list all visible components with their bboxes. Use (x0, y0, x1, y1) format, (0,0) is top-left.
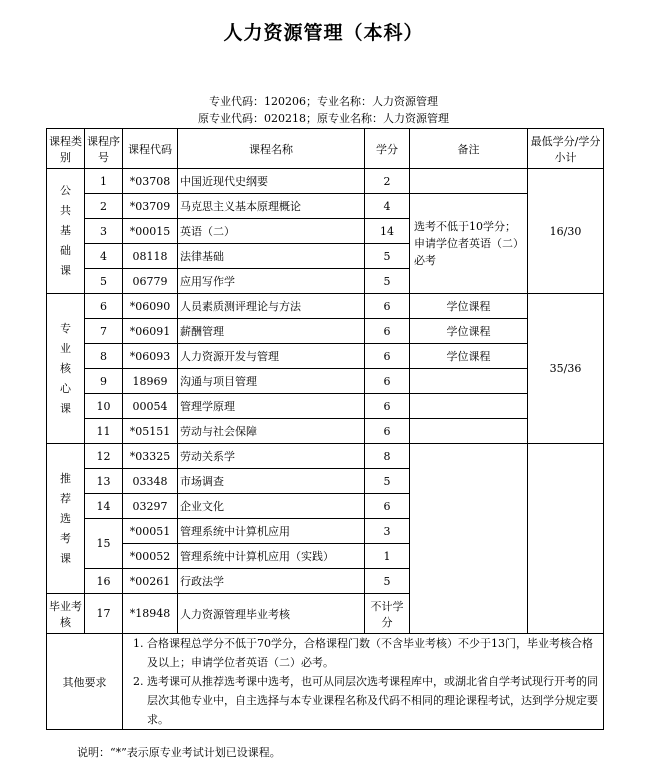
code-cell: *06091 (123, 319, 178, 344)
code-cell: 18969 (123, 369, 178, 394)
credit-cell: 6 (365, 394, 410, 419)
name-cell: 企业文化 (178, 494, 365, 519)
header-credit: 学分 (365, 129, 410, 169)
credit-cell: 5 (365, 244, 410, 269)
table-row (47, 169, 604, 194)
seq-cell: 14 (85, 494, 123, 519)
name-cell: 人力资源开发与管理 (178, 344, 365, 369)
credit-cell: 6 (365, 344, 410, 369)
table-row (47, 444, 604, 469)
code-cell: *06090 (123, 294, 178, 319)
code-cell: *03325 (123, 444, 178, 469)
table-row (47, 394, 604, 419)
table-row (47, 319, 604, 344)
footnote: 说明：“*”表示原专业考试计划已设课程。 (77, 746, 281, 759)
name-cell: 劳动关系学 (178, 444, 365, 469)
name-cell: 管理系统中计算机应用 (178, 519, 365, 544)
category-core (47, 294, 85, 444)
seq-cell: 3 (85, 219, 123, 244)
category-graduation: 毕业考核 (47, 594, 85, 634)
other-requirements-list (125, 634, 601, 729)
code-cell: *03709 (123, 194, 178, 219)
name-cell: 人员素质测评理论与方法 (178, 294, 365, 319)
seq-cell: 10 (85, 394, 123, 419)
credit-cell: 4 (365, 194, 410, 219)
remark-cell: 学位课程 (410, 294, 528, 319)
remark-cell (410, 444, 528, 634)
code-cell: 06779 (123, 269, 178, 294)
table-row (47, 344, 604, 369)
seq-cell: 9 (85, 369, 123, 394)
remark-cell: 学位课程 (410, 344, 528, 369)
credit-cell: 14 (365, 219, 410, 244)
seq-cell: 4 (85, 244, 123, 269)
header-code: 课程代码 (123, 129, 178, 169)
seq-cell: 8 (85, 344, 123, 369)
category-recommended (47, 444, 85, 594)
table-header-row (47, 129, 604, 169)
credit-cell: 5 (365, 569, 410, 594)
category-public-label: 公共基础课 (60, 184, 71, 277)
code-cell: *06093 (123, 344, 178, 369)
name-cell: 中国近现代史纲要 (178, 169, 365, 194)
remark-cell: 学位课程 (410, 319, 528, 344)
code-cell: 08118 (123, 244, 178, 269)
name-cell: 沟通与项目管理 (178, 369, 365, 394)
name-cell: 法律基础 (178, 244, 365, 269)
code-cell: 03348 (123, 469, 178, 494)
table-row (47, 294, 604, 319)
min-credit-core: 35/36 (528, 294, 604, 444)
original-major-code-line: 原专业代码：020218；原专业名称：人力资源管理 (198, 112, 449, 125)
name-cell: 行政法学 (178, 569, 365, 594)
seq-cell: 13 (85, 469, 123, 494)
credit-cell: 6 (365, 294, 410, 319)
header-category: 课程类别 (47, 129, 85, 169)
remark-cell (410, 394, 528, 419)
seq-cell: 16 (85, 569, 123, 594)
code-cell: *00052 (123, 544, 178, 569)
credit-cell: 3 (365, 519, 410, 544)
code-cell: *00051 (123, 519, 178, 544)
code-cell: *00015 (123, 219, 178, 244)
name-cell: 管理学原理 (178, 394, 365, 419)
credit-cell: 5 (365, 469, 410, 494)
header-name: 课程名称 (178, 129, 365, 169)
curriculum-table (46, 128, 604, 730)
remark-cell (410, 419, 528, 444)
page-title: 人力资源管理（本科） (223, 22, 424, 44)
category-recommended-label: 推荐选考课 (60, 471, 71, 565)
credit-cell: 6 (365, 419, 410, 444)
code-cell: 03297 (123, 494, 178, 519)
credit-cell: 6 (365, 494, 410, 519)
table-row (47, 419, 604, 444)
remark-cell (410, 369, 528, 394)
name-cell: 马克思主义基本原理概论 (178, 194, 365, 219)
major-code-line: 专业代码：120206；专业名称：人力资源管理 (209, 95, 438, 108)
code-cell: 00054 (123, 394, 178, 419)
seq-cell: 1 (85, 169, 123, 194)
seq-cell: 5 (85, 269, 123, 294)
remark-cell (410, 169, 528, 194)
seq-cell: 7 (85, 319, 123, 344)
header-min-credit: 最低学分/学分小计 (528, 129, 604, 169)
name-cell: 应用写作学 (178, 269, 365, 294)
min-credit-public: 16/30 (528, 169, 604, 294)
category-public (47, 169, 85, 294)
seq-cell: 17 (85, 594, 123, 634)
other-requirements-content (123, 634, 604, 730)
code-cell: *18948 (123, 594, 178, 634)
other-requirements-row (47, 634, 604, 730)
seq-cell: 2 (85, 194, 123, 219)
category-core-label: 专业核心课 (60, 321, 71, 415)
table-row (47, 369, 604, 394)
credit-cell: 6 (365, 369, 410, 394)
header-seq: 课程序号 (85, 129, 123, 169)
code-cell: *03708 (123, 169, 178, 194)
credit-cell: 8 (365, 444, 410, 469)
seq-cell: 15 (85, 519, 123, 569)
credit-cell: 2 (365, 169, 410, 194)
seq-cell: 12 (85, 444, 123, 469)
header-remark: 备注 (410, 129, 528, 169)
list-item: 2. 选考课可从推荐选考课中选考，也可从同层次选考课程库中，或湖北省自学考试现行开考的同层次其他专业中，自主选择与本专业课程名称及代码不相同的理论课程考试，达到学分规定要求。 (147, 672, 601, 729)
credit-cell: 6 (365, 319, 410, 344)
code-cell: *00261 (123, 569, 178, 594)
list-item: 1. 合格课程总学分不低于70学分，合格课程门数（不含毕业考核）不少于13门，毕业考核合格及以上；申请学位者英语（二）必考。 (147, 634, 601, 672)
code-cell: *05151 (123, 419, 178, 444)
credit-cell: 1 (365, 544, 410, 569)
name-cell: 管理系统中计算机应用（实践） (178, 544, 365, 569)
min-credit-cell (528, 444, 604, 634)
seq-cell: 6 (85, 294, 123, 319)
name-cell: 人力资源管理毕业考核 (178, 594, 365, 634)
remark-public: 选考不低于10学分；申请学位者英语（二）必考 (410, 194, 528, 294)
name-cell: 市场调查 (178, 469, 365, 494)
name-cell: 劳动与社会保障 (178, 419, 365, 444)
other-requirements-label: 其他要求 (47, 634, 123, 730)
credit-cell: 5 (365, 269, 410, 294)
credit-cell: 不计学分 (365, 594, 410, 634)
name-cell: 薪酬管理 (178, 319, 365, 344)
seq-cell: 11 (85, 419, 123, 444)
name-cell: 英语（二） (178, 219, 365, 244)
table-row (47, 194, 604, 219)
